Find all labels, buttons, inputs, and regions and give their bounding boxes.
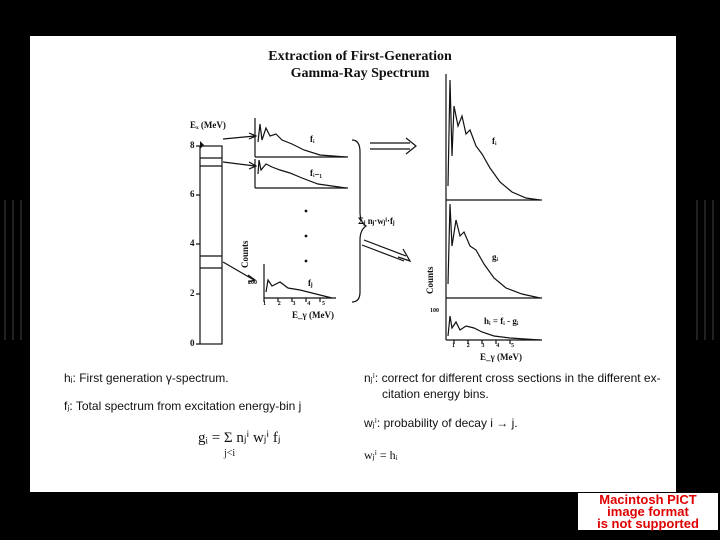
pict-line-2: image format <box>607 504 689 519</box>
double-arrow-bottom <box>362 240 410 261</box>
counts-tick: 200 <box>248 280 257 286</box>
spectrum-right-gi <box>448 204 540 298</box>
egamma-ticks-right: 1 2 3 4 5 <box>452 343 514 349</box>
title-line-2: Gamma-Ray Spectrum <box>290 66 430 81</box>
pict-line-3: is not supported <box>597 516 699 531</box>
spectrum-fj <box>266 280 332 298</box>
excitation-column <box>200 146 222 344</box>
n-definition-line2: citation energy bins. <box>382 387 489 401</box>
label-right-hi: hᵢ = fᵢ - gᵢ <box>484 316 519 326</box>
egamma-label-left: E_γ (MeV) <box>292 310 334 320</box>
ex-axis-label: Eₓ (MeV) <box>190 120 226 130</box>
egamma-label-right: E_γ (MeV) <box>480 352 522 362</box>
w-definition: wⱼⁱ: probability of decay i → j. <box>364 416 518 430</box>
slide-figure <box>30 36 676 492</box>
ex-tick-8: 8 <box>190 140 195 150</box>
spectra-diagram <box>30 36 676 492</box>
g-formula-sub: j<i <box>224 448 236 459</box>
right-counts-tick: 100 <box>430 308 439 314</box>
label-right-fi: fᵢ <box>492 136 497 146</box>
sum-label: Σⱼ nⱼ·wⱼⁱ·fⱼ <box>358 216 395 226</box>
w-equation: wⱼⁱ = hᵢ <box>364 448 398 462</box>
ex-tick-6: 6 <box>190 189 195 199</box>
double-arrow-top <box>370 138 416 154</box>
label-right-gi: gᵢ <box>492 252 499 262</box>
pict-line-1: Macintosh PICT <box>599 492 697 507</box>
label-fi: fᵢ <box>310 134 315 144</box>
label-fi-1: fᵢ₋₁ <box>310 168 323 178</box>
right-stripes <box>690 200 720 340</box>
n-definition-line1: nⱼⁱ: correct for different cross sections in the different ex- <box>364 371 661 385</box>
f-definition: fⱼ: Total spectrum from excitation energy-bin j <box>64 399 302 413</box>
left-stripes <box>0 200 30 340</box>
counts-label: Counts <box>240 240 250 268</box>
right-counts-label: Counts <box>425 266 435 294</box>
h-definition: hᵢ: First generation γ-spectrum. <box>64 371 229 385</box>
g-formula: gᵢ = Σ nⱼⁱ wⱼⁱ fⱼ <box>198 430 281 446</box>
ex-tick-2: 2 <box>190 288 195 298</box>
ex-tick-0: 0 <box>190 338 195 348</box>
ex-tick-4: 4 <box>190 238 195 248</box>
spectrum-fi <box>258 124 346 157</box>
spectrum-fi-1 <box>258 160 346 188</box>
title-line-1: Extraction of First-Generation <box>268 49 452 64</box>
pict-unsupported-notice <box>578 493 718 530</box>
egamma-ticks-left: 1 2 3 4 5 <box>263 301 325 307</box>
label-fj: fⱼ <box>308 278 313 288</box>
